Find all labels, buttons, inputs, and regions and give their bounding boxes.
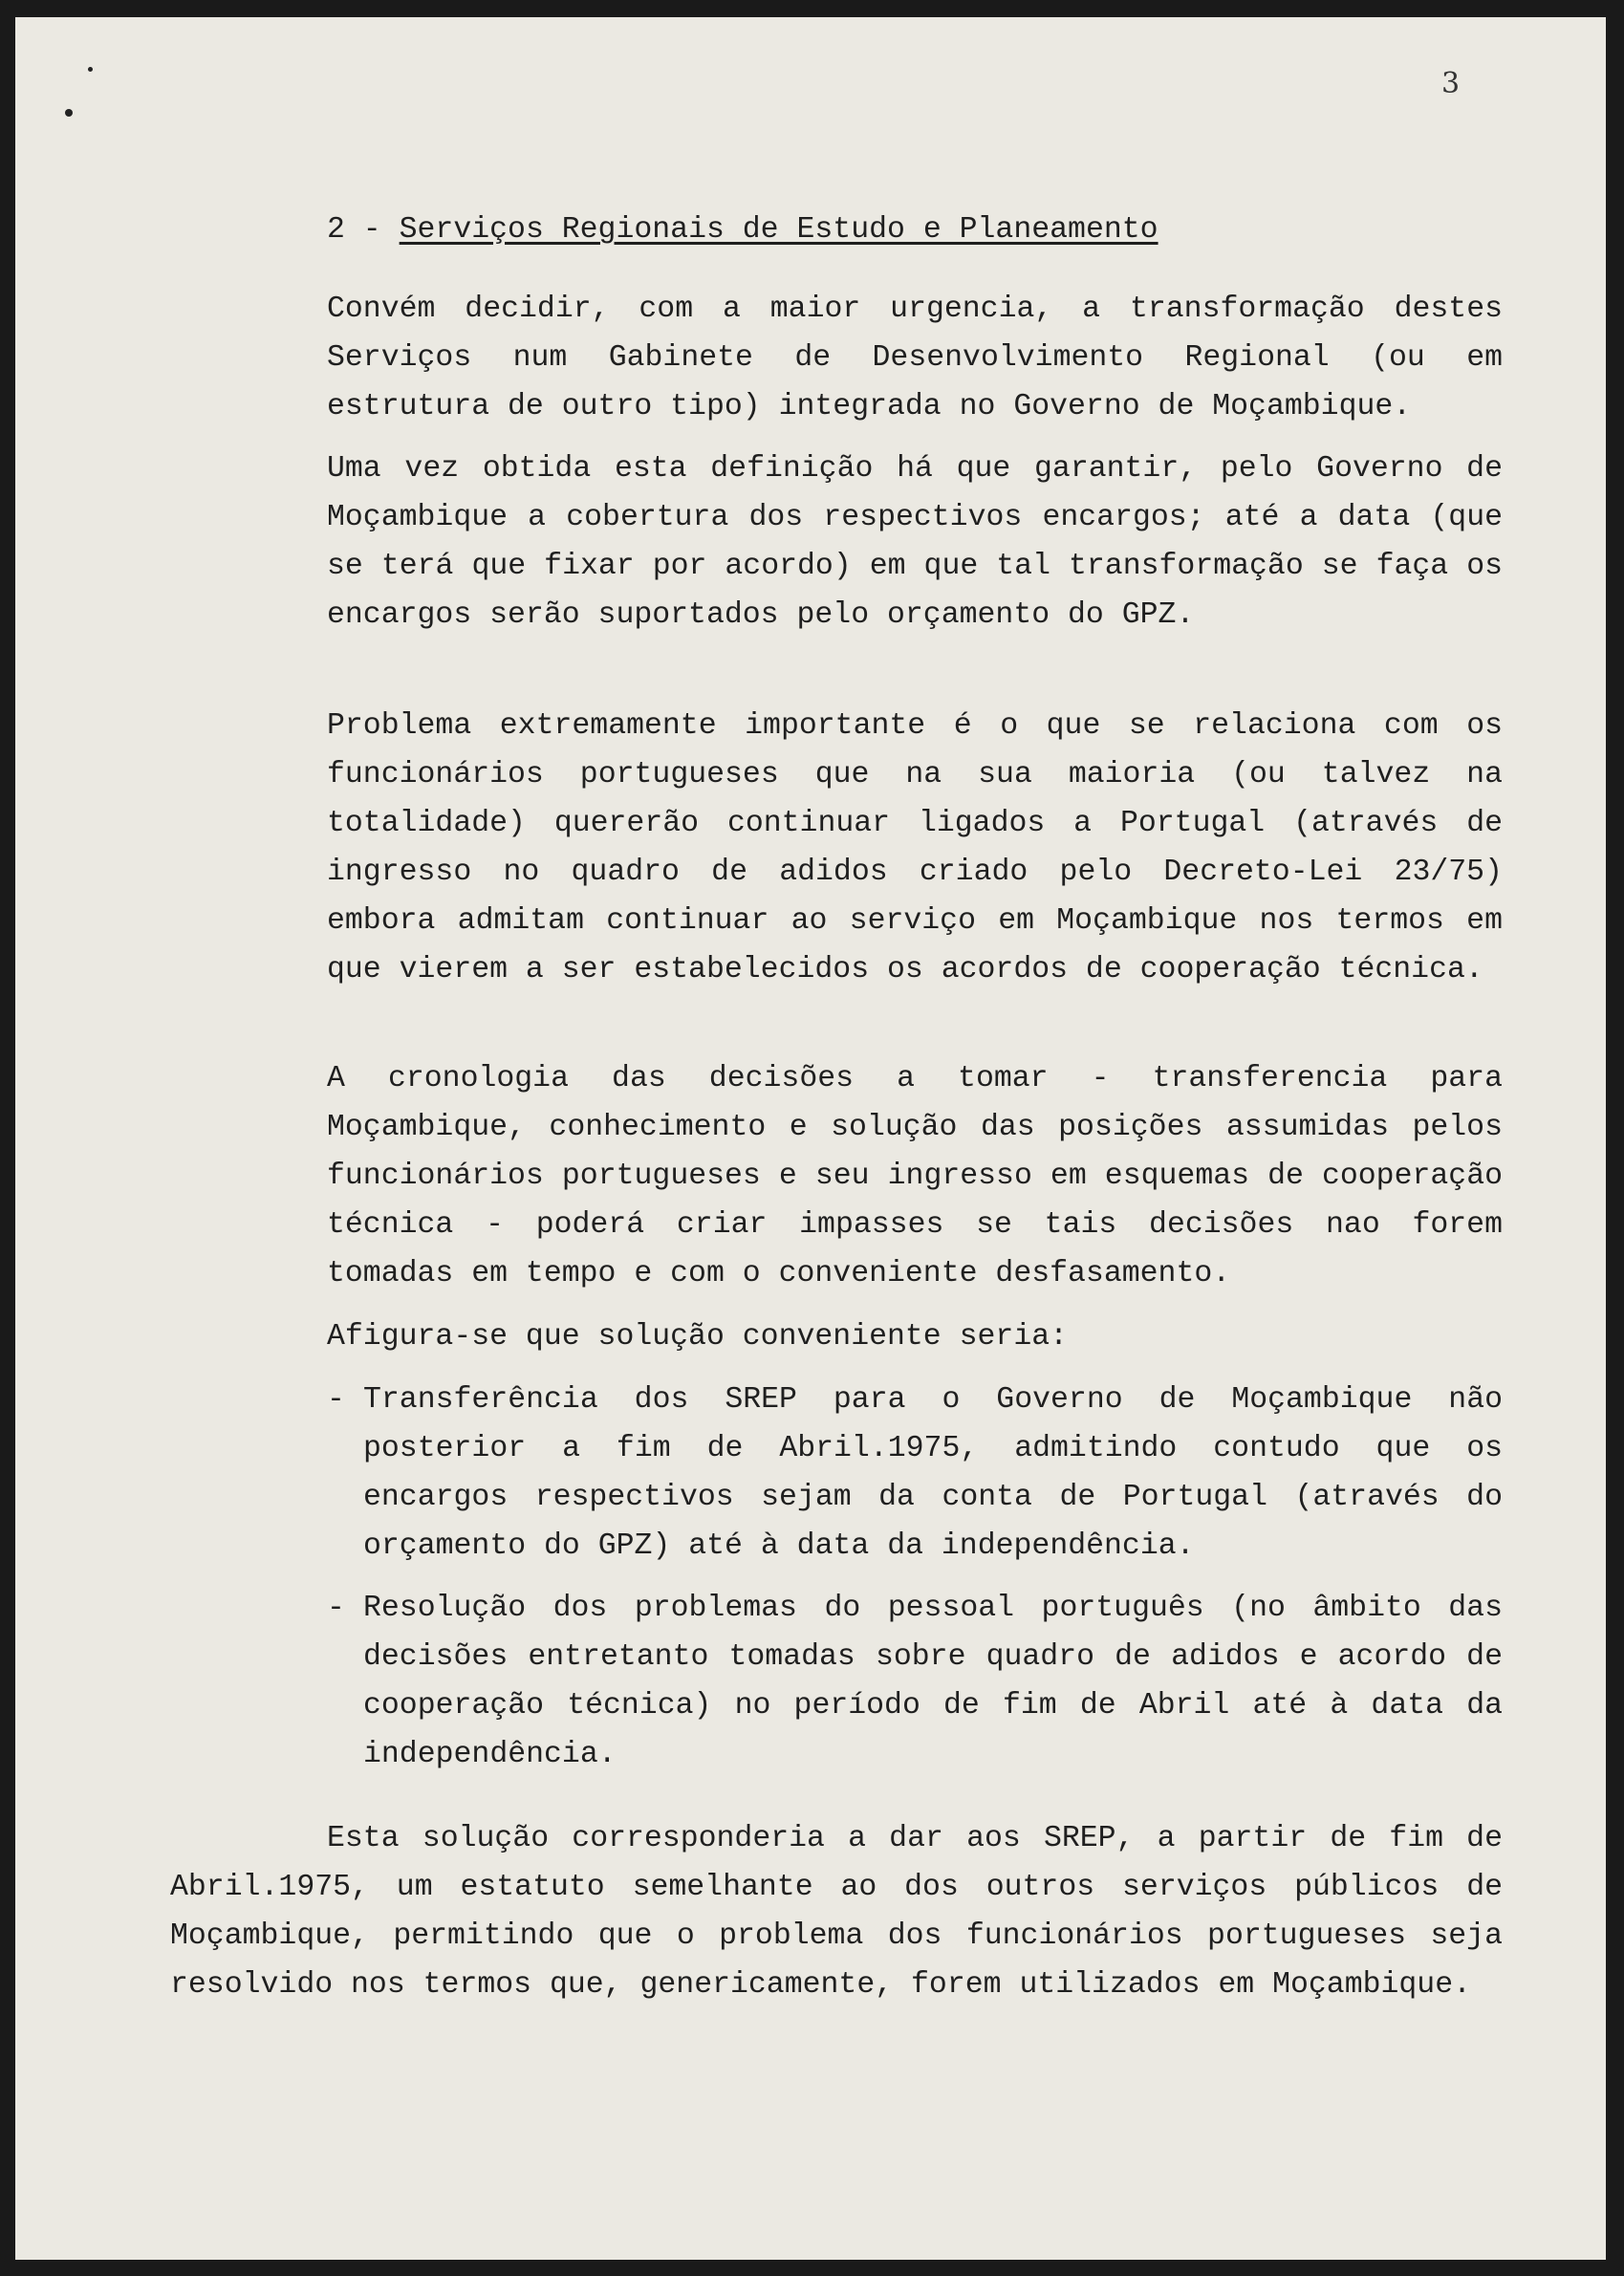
page-number: 3: [1441, 67, 1461, 100]
paragraph-5: Afigura-se que solução conveniente seria:: [327, 1320, 1069, 1354]
bullet-text: Transferência dos SREP para o Governo de Moçambique não posterior a fim de Abril.1975, admitindo contudo que os encargos respectivos sejam da conta de Portugal (através do orçamento do GPZ) até à data da independência.: [363, 1383, 1503, 1563]
ink-speck: [88, 67, 93, 72]
section-title: Serviços Regionais de Estudo e Planeamento: [399, 213, 1158, 247]
document-page: [15, 17, 1606, 2260]
bullet-text: Resolução dos problemas do pessoal português (no âmbito das decisões entretanto tomadas sobre quadro de adidos e acordo de cooperação técnica) no período de fim de Abril até à data da independência.: [363, 1592, 1503, 1771]
bullet-item-1: [327, 1376, 1503, 1571]
ink-speck: [65, 109, 73, 117]
paragraph-3: Problema extremamente importante é o que se relaciona com os funcionários portugueses que na sua maioria (ou talvez na totalidade) quererão continuar ligados a Portugal (através de ingresso no quadro de adidos criado pelo Decreto-Lei 23/75) embora admitam continuar ao serviço em Moçambique nos termos em que vierem a ser estabelecidos os acordos de cooperação técnica.: [327, 709, 1503, 986]
bullet-marker: -: [327, 1592, 345, 1625]
bullet-item-2: [327, 1584, 1503, 1779]
paragraph-2: Uma vez obtida esta definição há que garantir, pelo Governo de Moçambique a cobertura dos respectivos encargos; até a data (que se terá que fixar por acordo) em que tal transformação se faça os encargos serão suportados pelo orçamento do GPZ.: [327, 452, 1503, 632]
paragraph-1: Convém decidir, com a maior urgencia, a transformação destes Serviços num Gabinete de Desenvolvimento Regional (ou em estrutura de outro tipo) integrada no Governo de Moçambique.: [327, 293, 1503, 423]
paragraph-4: A cronologia das decisões a tomar - transferencia para Moçambique, conhecimento e solução das posições assumidas pelos funcionários portugueses e seu ingresso em esquemas de cooperação técnica - poderá criar impasses se tais decisões nao forem tomadas em tempo e com o conveniente desfasamento.: [327, 1062, 1503, 1290]
closing-paragraph: Esta solução corresponderia a dar aos SREP, a partir de fim de Abril.1975, um estatuto semelhante ao dos outros serviços públicos de Moçambique, permitindo que o problema dos funcionários portugueses seja resolvido nos termos que, genericamente, forem utilizados em Moçambique.: [170, 1822, 1503, 2002]
bullet-marker: -: [327, 1383, 345, 1417]
section-heading: [327, 206, 1158, 254]
section-number: 2 -: [327, 213, 400, 247]
